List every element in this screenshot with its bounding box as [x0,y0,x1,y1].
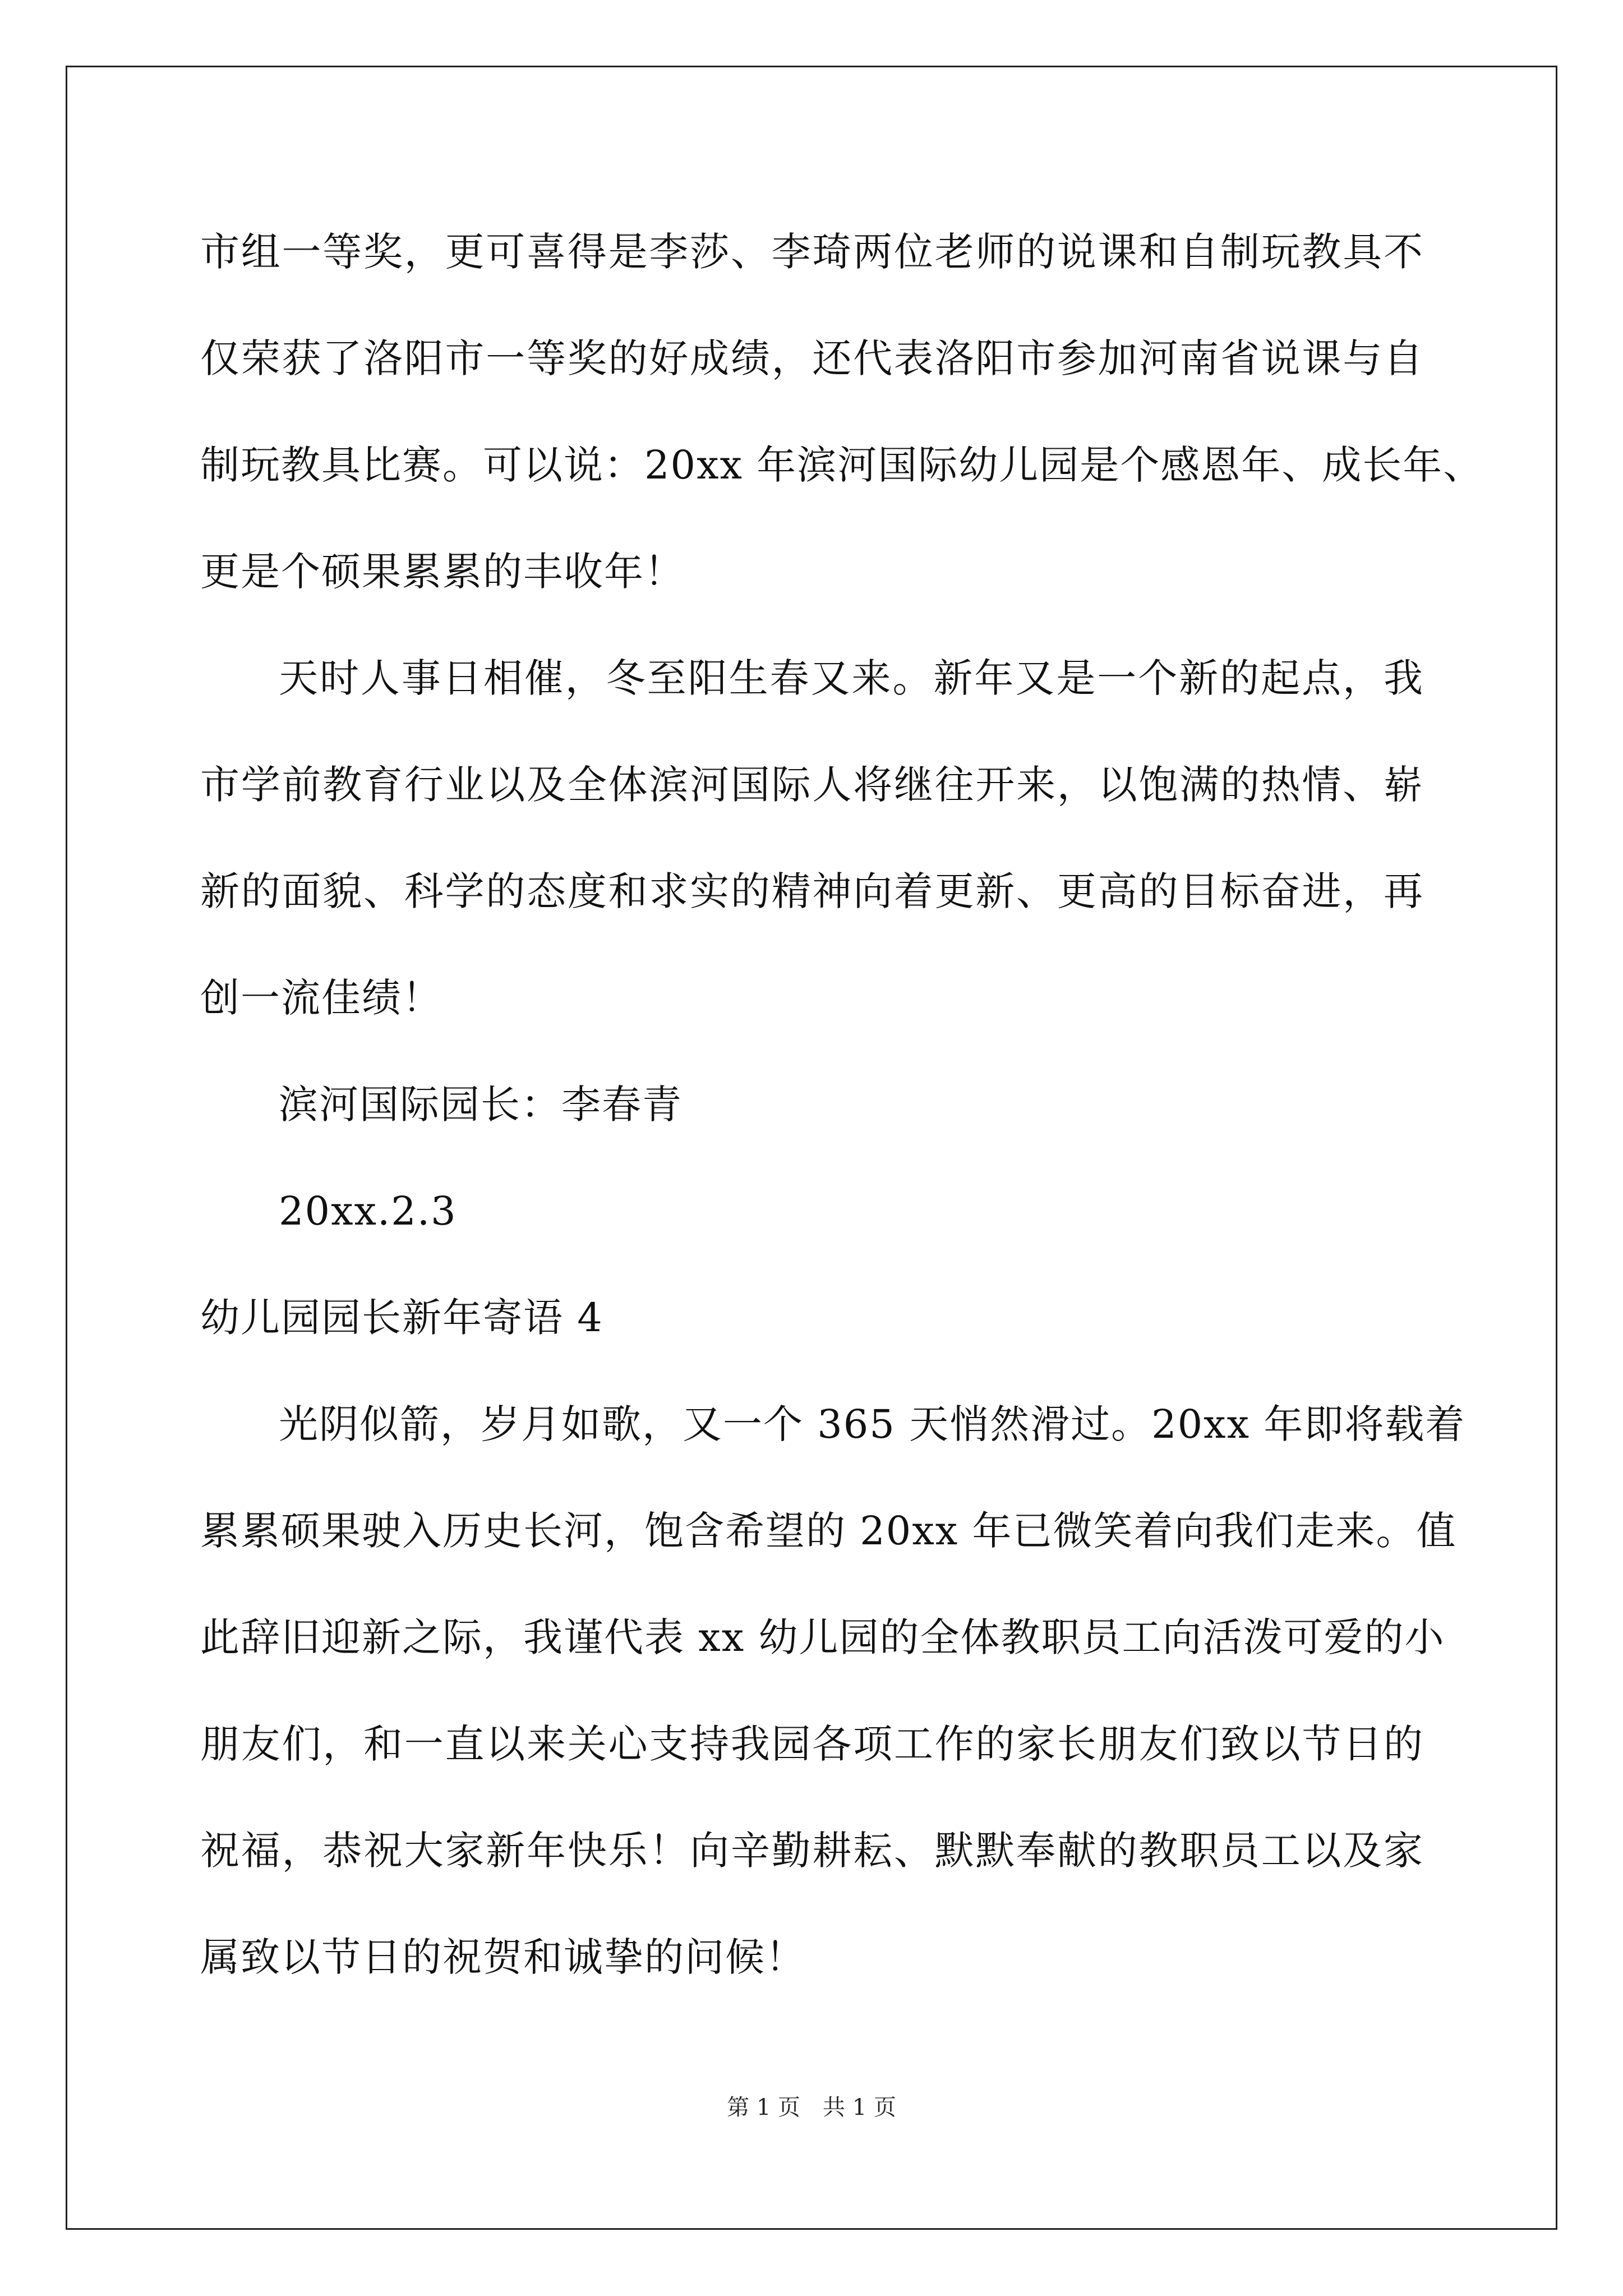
paragraph-1-line-2: 仅荣获了洛阳市一等奖的好成绩，还代表洛阳市参加河南省说课与自 [200,335,1424,381]
paragraph-3-line-5: 祝福，恭祝大家新年快乐！向辛勤耕耘、默默奉献的教职员工以及家 [200,1828,1424,1874]
paragraph-3-line-4: 朋友们，和一直以来关心支持我园各项工作的家长朋友们致以节日的 [200,1721,1424,1767]
paragraph-2-line-2: 市学前教育行业以及全体滨河国际人将继往开来，以饱满的热情、崭 [200,762,1424,808]
page-frame [66,66,1557,2230]
paragraph-2-line-3: 新的面貌、科学的态度和求实的精神向着更新、更高的目标奋进，再 [200,868,1424,914]
paragraph-1-line-3: 制玩教具比赛。可以说：20xx 年滨河国际幼儿园是个感恩年、成长年、 [200,442,1484,488]
date: 20xx.2.3 [279,1188,457,1234]
paragraph-3-line-1: 光阴似箭，岁月如歌，又一个 365 天悄然滑过。20xx 年即将载着 [279,1401,1466,1447]
paragraph-1-line-4: 更是个硕果累累的丰收年！ [200,549,685,595]
paragraph-3-line-3: 此辞旧迎新之际，我谨代表 xx 幼儿园的全体教职员工向活泼可爱的小 [200,1614,1445,1660]
page-number-footer: 第 1 页 共 1 页 [727,2095,896,2120]
paragraph-3-line-2: 累累硕果驶入历史长河，饱含希望的 20xx 年已微笑着向我们走来。值 [200,1508,1457,1554]
paragraph-2-line-1: 天时人事日相催，冬至阳生春又来。新年又是一个新的起点，我 [279,655,1424,701]
section-heading: 幼儿园园长新年寄语 4 [200,1295,603,1341]
paragraph-3-line-6: 属致以节日的祝贺和诚挚的问候！ [200,1934,806,1980]
paragraph-1-line-1: 市组一等奖，更可喜得是李莎、李琦两位老师的说课和自制玩教具不 [200,229,1424,275]
signature: 滨河国际园长：李春青 [279,1082,683,1128]
paragraph-2-line-4: 创一流佳绩！ [200,975,442,1021]
